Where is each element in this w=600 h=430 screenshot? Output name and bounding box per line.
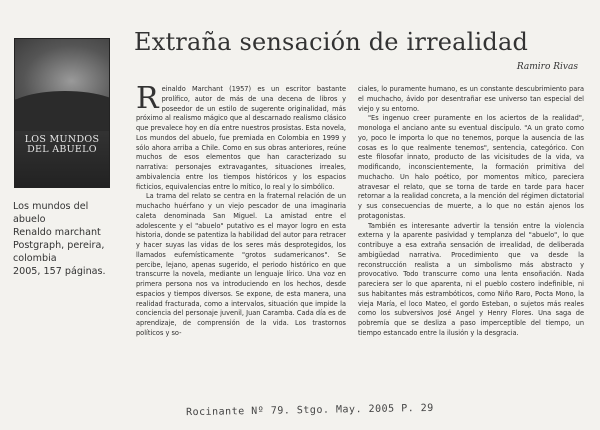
paragraph: ciales, lo puramente humano, es un constante descubrimiento para el muchacho, ávido por desentrañar ese universo tan especial del viejo y su entorno. [358, 85, 584, 113]
book-info-line: 2005, 157 páginas. [13, 266, 106, 277]
article-author: Ramiro Rivas [516, 62, 578, 72]
left-column [136, 81, 346, 339]
cover-title [15, 135, 109, 155]
paragraph [136, 81, 346, 192]
book-info-line: colombia [13, 253, 57, 264]
book-info-line: Renaldo marchant [13, 227, 101, 238]
article-title: Extraña sensación de irrealidad [134, 28, 529, 56]
cover-hill [14, 91, 110, 131]
cover-sky [15, 39, 109, 99]
cover-title-line2: DEL ABUELO [27, 144, 97, 155]
paragraph-text: einaldo Marchant (1957) es un escritor bastante prolífico, autor de más de una decena de libros y poseedor de un estilo de sugerente originalidad, más próximo al realismo mágico que al descarnado realismo clásico que prevalece hoy en día entre nuestros prosistas. Esta novela, Los mundos del abuelo, fue premiada en Colombia en 1999 y sólo ahora arriba a Chile. Como en sus obras anteriores, reúne muchos de esos elementos que han caracterizado su narrativa: personajes extravagantes, situaciones irreales, ambivalencia entre los tiempos históricos y los espacios ficticios, equivalencias entre lo mítico, lo real y lo simbólico. [136, 85, 346, 191]
drop-cap: R [136, 81, 159, 116]
book-info-line: abuelo [13, 214, 46, 225]
book-info-line: Postgraph, pereira, [13, 240, 105, 251]
book-info-line: Los mundos del [13, 201, 89, 212]
paragraph: También es interesante advertir la tensión entre la violencia externa y la aparente pasividad y templanza del "abuelo", lo que contribuye a esa extraña sensación de irrealidad, de deliberada ambigüedad narrativa. Procedimiento que va desde la reconstrucción realista a un simbolismo más abstracto y provocativo. Todo transcurre como una lenta ensoñación. Nada pareciera ser lo que aparenta, ni el pueblo costero indefinible, ni sus habitantes más estrambóticos, como Niño Raro, Pocta Mono, la vieja María, el loco Mateo, el gordo Esteban, o sujetos más reales como los subversivos José Angel y Henry Flores. Una saga de pobremía que se desliza a paso imperceptible del tiempo, un tiempo estancado entre la ilusión y la desgracia. [358, 221, 584, 337]
paragraph: La trama del relato se centra en la fraternal relación de un muchacho huérfano y un viejo pescador de una imaginaria caleta denominada San Miguel. La amistad entre el adolescente y el "abuelo" putativo es el mayor logro en esta historia, donde se patentiza la habilidad del autor para retracer y hacer suyas las vidas de los seres más desprotegidos, los llamados eufemísticamente "grotos sudamericanos". Se percibe, lejano, apenas sugerido, el periodo histórico en que transcurre la novela, mediante un lenguaje lírico. Una voz en primera persona nos va introduciendo en los hechos, desde espacios y tiempos diversos. Se expone, de esta manera, una realidad fracturada, como a intervalos, situación que impide la conciencia del personaje juvenil, Juan Caramba. Cada día es de aprendizaje, de comprensión de la vida. Los trastornos políticos y so- [136, 192, 346, 337]
right-column [358, 85, 584, 339]
cover-title-line1: LOS MUNDOS [24, 134, 100, 145]
book-cover-image [14, 38, 110, 188]
paragraph: "Es ingenuo creer puramente en los aciertos de la realidad", monologa el anciano ante su eventual discípulo. "A un grato como yo, poco le importa lo que no tenemos, porque la ausencia de las cosas es lo que realmente tenemos", sentencia, categórico. Con este filosofar innato, producto de las vicisitudes de la vida, va modificando, inconscientemente, la formación primitiva del muchacho. Un halo poético, por momentos mítico, pareciera atravesar el relato, que se torna de tarde en tarde para hacer retornar a la realidad concreta, a la mención del régimen dictatorial y sus consecuencias de muerte, a lo que no están ajenos los protagonistas. [358, 114, 584, 220]
book-info [13, 200, 123, 278]
handwritten-source-note: Rocinante Nº 79. Stgo. May. 2005 P. 29 [185, 402, 434, 419]
